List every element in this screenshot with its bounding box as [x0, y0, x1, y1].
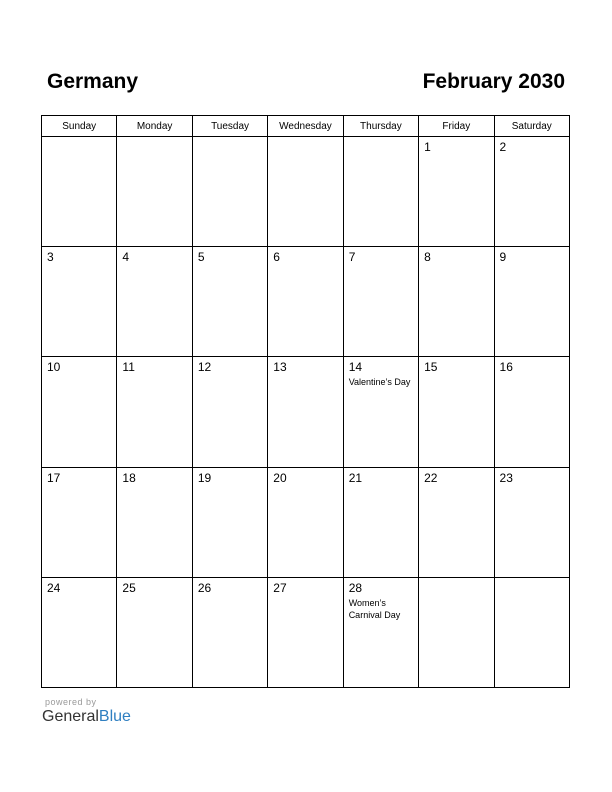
weekday-header-row: [42, 116, 570, 137]
day-cell: [494, 247, 569, 357]
holiday-label: [42, 264, 116, 266]
holiday-label: [268, 485, 342, 487]
day-cell: [494, 357, 569, 467]
holiday-label: [419, 154, 493, 156]
day-cell: [117, 357, 192, 467]
holiday-label: [344, 264, 418, 266]
holiday-label: [193, 595, 267, 597]
weekday-thursday: Thursday: [343, 116, 418, 137]
week-row: [42, 137, 570, 247]
weekday-sunday: Sunday: [42, 116, 117, 137]
country-title: Germany: [47, 70, 139, 93]
day-number: 10: [47, 360, 61, 375]
day-cell: [268, 467, 343, 577]
month-title: February 2030: [422, 70, 565, 93]
day-number: 5: [197, 250, 205, 265]
holiday-label: [268, 374, 342, 376]
holiday-label: [42, 595, 116, 597]
day-number: 25: [122, 580, 136, 595]
day-number: 22: [424, 470, 438, 485]
day-cell: [192, 357, 267, 467]
day-cell: [117, 247, 192, 357]
holiday-label: [419, 485, 493, 487]
weekday-monday: Monday: [117, 116, 192, 137]
holiday-label: [193, 141, 267, 143]
day-number: 26: [197, 580, 212, 595]
day-cell: [343, 247, 418, 357]
holiday-label: [495, 582, 569, 584]
day-cell: [419, 137, 494, 247]
week-row: [42, 357, 570, 467]
holiday-label: [117, 485, 191, 487]
week-row: [42, 247, 570, 357]
day-cell: [192, 137, 267, 247]
day-cell: [343, 357, 418, 467]
day-cell: [42, 467, 117, 577]
holiday-label: [42, 374, 116, 376]
day-number: 15: [424, 360, 438, 375]
day-number: 8: [424, 250, 431, 265]
day-cell: [494, 467, 569, 577]
day-number: 16: [499, 360, 513, 375]
day-number: 12: [197, 360, 212, 375]
holiday-label: [42, 141, 116, 143]
calendar-grid: [41, 115, 570, 688]
day-cell: [268, 357, 343, 467]
day-number: 7: [348, 250, 356, 265]
day-cell: [494, 137, 569, 247]
day-number: 27: [273, 580, 287, 595]
day-cell: [268, 577, 343, 687]
holiday-label: [495, 485, 569, 487]
generalblue-logo[interactable]: [42, 708, 131, 726]
week-row: [42, 577, 570, 687]
day-cell: [268, 247, 343, 357]
day-number: 18: [122, 470, 136, 485]
day-cell: [419, 577, 494, 687]
holiday-label: [268, 264, 342, 266]
holiday-label: Valentine’s Day: [348, 377, 411, 388]
holiday-label: [193, 485, 267, 487]
day-cell: [494, 577, 569, 687]
day-number: 23: [499, 470, 513, 485]
day-cell: [419, 467, 494, 577]
holiday-label: [193, 374, 267, 376]
weekday-wednesday: Wednesday: [268, 116, 343, 137]
holiday-label: [495, 374, 569, 376]
holiday-label: [42, 485, 116, 487]
day-cell: [343, 577, 418, 687]
holiday-label: [344, 485, 418, 487]
day-cell: [192, 467, 267, 577]
holiday-label: [117, 141, 191, 143]
day-cell: [42, 247, 117, 357]
holiday-label: Women’s Carnival Day: [348, 597, 401, 620]
brand-general-text: General: [42, 708, 99, 725]
day-number: 28: [348, 580, 363, 595]
holiday-label: [193, 264, 267, 266]
holiday-label: [117, 264, 191, 266]
weekday-saturday: Saturday: [494, 116, 569, 137]
day-number: 17: [47, 470, 61, 485]
brand-blue-text: Blue: [98, 708, 131, 725]
day-number: 11: [122, 360, 135, 375]
day-number: 24: [47, 580, 61, 595]
day-number: 2: [499, 140, 507, 154]
day-number: 20: [273, 470, 287, 485]
day-cell: [343, 137, 418, 247]
day-cell: [117, 467, 192, 577]
day-number: 21: [348, 470, 363, 485]
holiday-label: [117, 595, 191, 597]
day-cell: [343, 467, 418, 577]
day-number: 14: [348, 360, 363, 375]
day-cell: [42, 577, 117, 687]
day-cell: [419, 247, 494, 357]
day-cell: [419, 357, 494, 467]
weekday-tuesday: Tuesday: [192, 116, 267, 137]
holiday-label: [419, 374, 493, 376]
weekday-friday: Friday: [419, 116, 494, 137]
holiday-label: [117, 374, 191, 376]
day-number: 9: [499, 250, 507, 265]
day-number: 1: [424, 140, 431, 154]
day-cell: [42, 357, 117, 467]
holiday-label: [419, 264, 493, 266]
holiday-label: [495, 264, 569, 266]
day-number: 13: [273, 360, 287, 375]
day-number: 4: [122, 250, 130, 265]
week-row: [42, 467, 570, 577]
day-cell: [117, 137, 192, 247]
day-cell: [268, 137, 343, 247]
day-cell: [192, 247, 267, 357]
holiday-label: [344, 141, 418, 143]
holiday-label: [495, 154, 569, 156]
day-cell: [192, 577, 267, 687]
holiday-label: [268, 141, 342, 143]
day-number: 6: [273, 250, 280, 265]
holiday-label: [419, 582, 493, 584]
day-number: 19: [197, 470, 212, 485]
holiday-label: [268, 595, 342, 597]
day-number: 3: [47, 250, 54, 265]
day-cell: [117, 577, 192, 687]
powered-by-label: powered by: [45, 697, 97, 707]
day-cell: [42, 137, 117, 247]
